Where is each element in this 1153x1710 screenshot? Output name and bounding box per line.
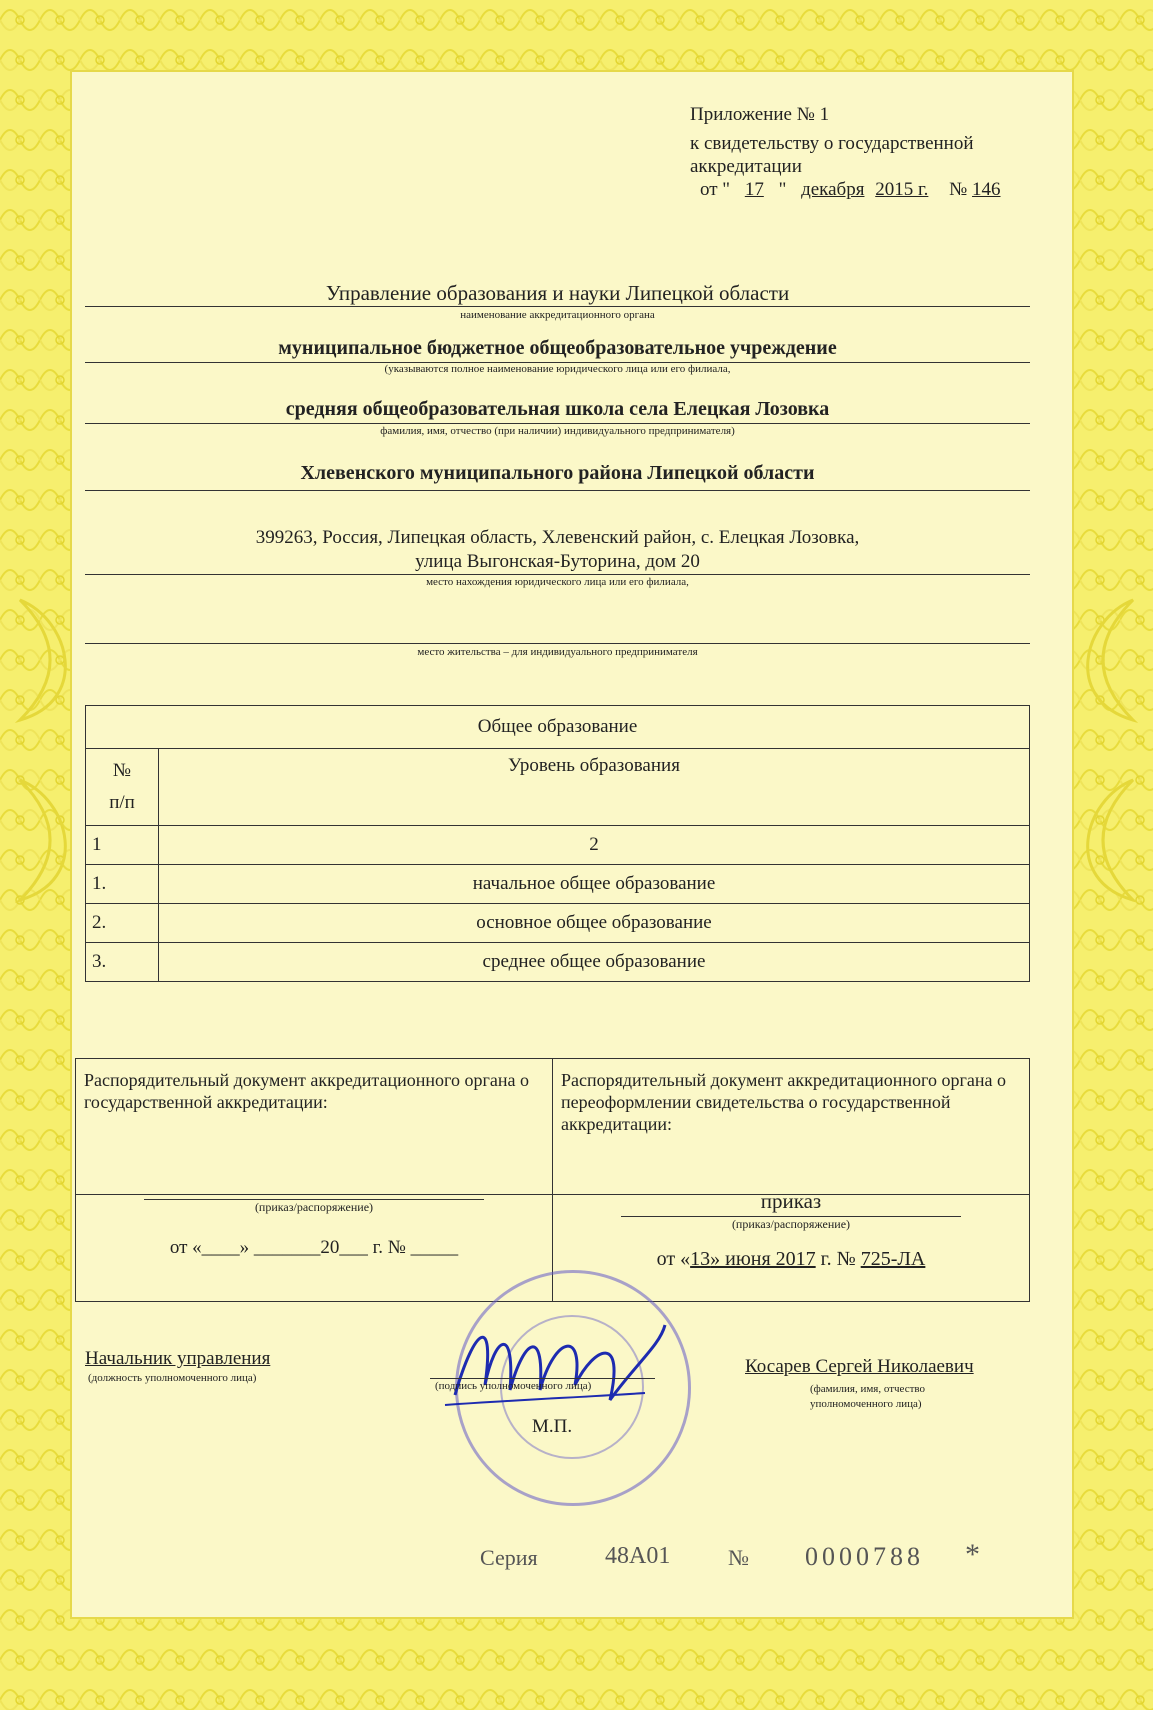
divider [85,423,1030,424]
table-row [86,943,1030,982]
address-line-2: улица Выгонская-Буторина, дом 20 [415,551,700,572]
signer-position-caption: (должность уполномоченного лица) [88,1372,257,1384]
signature-line [430,1378,655,1379]
org-line-3: Хлевенского муниципального района Липецкой области [300,462,815,484]
date-year: 2015 г. [875,179,929,200]
divider [85,574,1030,575]
education-table [85,705,1030,982]
signer-name-caption-2: уполномоченного лица) [810,1398,922,1410]
date-month: декабря [801,179,865,200]
right-date-mid: » июня 2017 [710,1248,816,1270]
seal-label: М.П. [532,1416,573,1437]
address-caption-1: место нахождения юридического лица или его филиала, [426,576,689,588]
signature-caption: (подпись уполномоченного лица) [435,1380,592,1392]
left-doc-title: Распорядительный документ аккредитационного органа о государственной аккредитации: [76,1059,553,1195]
right-doc-title: Распорядительный документ аккредитационного органа о переоформлении свидетельства о государственной аккредитации: [553,1059,1030,1195]
right-date-suffix: г. № [815,1248,861,1270]
number-prefix: № [949,179,968,200]
appendix-date [700,179,1001,201]
index-cell: 1 [86,826,159,865]
appendix-number: 146 [972,179,1001,200]
authority-name: Управление образования и науки Липецкой области [325,281,790,305]
divider [85,490,1030,491]
date-prefix: от " [700,179,731,200]
right-doc-number: 725-ЛА [860,1248,926,1270]
index-cell: 2 [159,826,1030,865]
right-doc-value: приказ [760,1189,822,1213]
documents-table [75,1058,1030,1302]
right-date-prefix: от « [656,1248,691,1270]
right-doc-caption: (приказ/распоряжение) [731,1217,851,1231]
org-caption-2: фамилия, имя, отчество (при наличии) индивидуального предпринимателя) [380,425,735,437]
series-value: 48А01 [605,1543,671,1569]
table-row [86,865,1030,904]
col-num-header: № п/п [86,749,159,826]
divider [85,643,1030,644]
right-date-day: 13 [690,1248,711,1270]
form-number-label: № [728,1545,749,1570]
series-label: Серия [480,1545,538,1570]
divider [85,306,1030,307]
table-title: Общее образование [86,706,1030,749]
signer-name: Косарев Сергей Николаевич [745,1356,974,1377]
appendix-line-3: аккредитации [690,156,802,177]
right-doc-date [561,1248,1021,1271]
address-line-1: 399263, Россия, Липецкая область, Хлевенский район, с. Елецкая Лозовка, [255,527,860,548]
row-level: среднее общее образование [159,943,1030,982]
asterisk-mark: * [965,1538,980,1571]
row-num: 2. [86,904,159,943]
row-num: 1. [86,865,159,904]
org-line-1: муниципальное бюджетное общеобразовательное учреждение [278,337,837,359]
appendix-line-1: Приложение № 1 [690,104,830,125]
left-doc-date: от «____» _______20___ г. № _____ [169,1237,459,1258]
signature-graphic [435,1305,675,1425]
signer-position: Начальник управления [85,1348,271,1369]
table-row [86,904,1030,943]
row-level: основное общее образование [159,904,1030,943]
form-number: 0000788 [805,1542,924,1571]
appendix-line-2: к свидетельству о государственной [690,133,974,154]
row-num: 3. [86,943,159,982]
org-caption-1: (указываются полное наименование юридического лица или его филиала, [384,363,731,375]
date-day: 17 [744,179,764,200]
authority-caption: наименование аккредитационного органа [460,309,655,321]
table-row [86,826,1030,865]
address-caption-2: место жительства – для индивидуального предпринимателя [417,646,698,658]
signer-name-caption-1: (фамилия, имя, отчество [810,1383,926,1395]
org-line-2: средняя общеобразовательная школа села Елецкая Лозовка [285,398,830,420]
left-doc-details [76,1195,553,1302]
date-quote: " [778,179,787,200]
row-level: начальное общее образование [159,865,1030,904]
left-doc-caption: (приказ/распоряжение) [254,1200,374,1214]
col-level-header: Уровень образования [159,749,1030,826]
